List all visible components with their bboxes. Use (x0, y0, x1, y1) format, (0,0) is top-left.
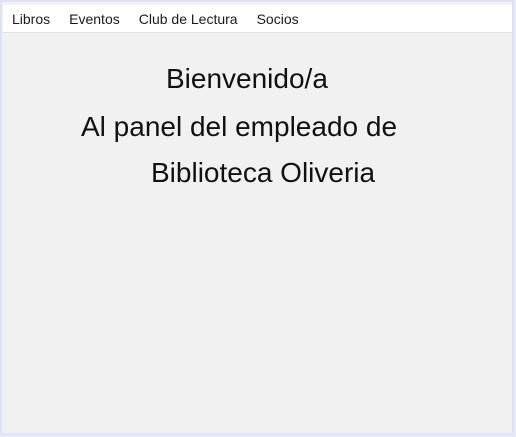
welcome-subtitle: Al panel del empleado de (81, 111, 398, 142)
library-name: Biblioteca Oliveria (151, 157, 376, 188)
menu-item-club-de-lectura[interactable]: Club de Lectura (138, 10, 238, 27)
menu-bar (3, 5, 512, 33)
menu-item-libros[interactable]: Libros (12, 10, 51, 27)
menu-item-socios[interactable]: Socios (256, 10, 299, 27)
menu-item-eventos[interactable]: Eventos (69, 10, 120, 27)
welcome-heading: Bienvenido/a (166, 63, 328, 94)
welcome-panel (1, 33, 513, 433)
